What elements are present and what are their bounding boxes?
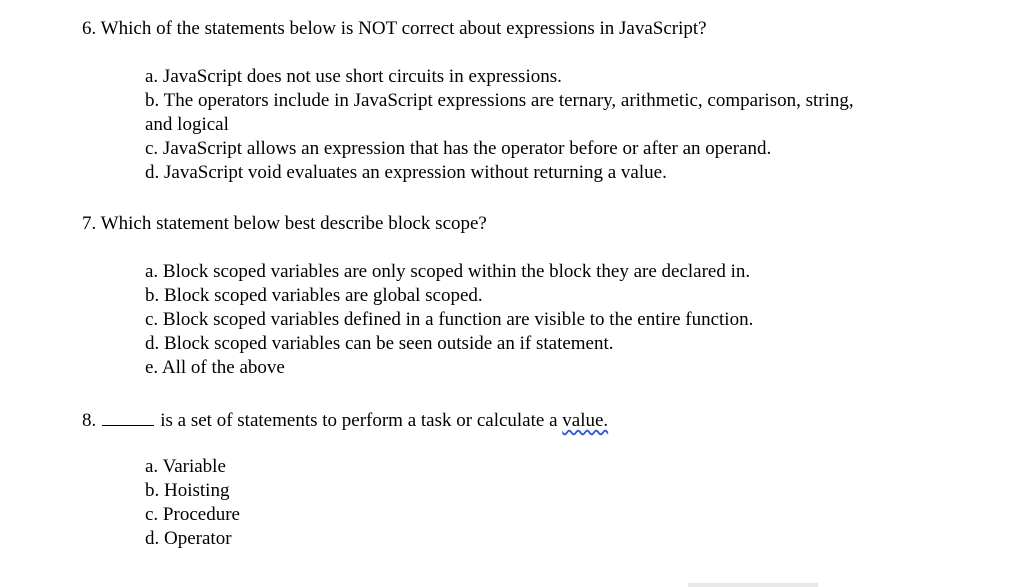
option-b: b. Block scoped variables are global scoped. xyxy=(145,285,483,306)
answer-blank xyxy=(102,407,154,426)
question-6 xyxy=(82,17,707,41)
question-number: 7. xyxy=(82,213,97,234)
option-c: c. JavaScript allows an expression that has the operator before or after an operand. xyxy=(145,138,772,159)
page-edge-mark xyxy=(688,583,818,587)
option-b: b. The operators include in JavaScript expressions are ternary, arithmetic, comparison, string, and logical xyxy=(145,90,854,135)
question-7 xyxy=(82,212,487,236)
option-c: c. Block scoped variables defined in a function are visible to the entire function. xyxy=(145,309,754,330)
option-a: a. Block scoped variables are only scoped within the block they are declared in. xyxy=(145,261,751,282)
question-8 xyxy=(82,407,608,433)
option-d: d. JavaScript void evaluates an expression without returning a value. xyxy=(145,162,667,183)
option-a: a. Variable xyxy=(145,456,226,477)
question-number: 8. xyxy=(82,410,97,431)
spellcheck-underlined-word: value. xyxy=(562,410,609,431)
question-text: Which statement below best describe block scope? xyxy=(100,213,487,234)
option-b: b. Hoisting xyxy=(145,480,230,501)
question-6-options xyxy=(145,65,905,185)
question-8-options xyxy=(145,455,905,551)
question-number: 6. xyxy=(82,18,97,39)
option-d: d. Block scoped variables can be seen outside an if statement. xyxy=(145,333,614,354)
option-d: d. Operator xyxy=(145,528,232,549)
question-text: is a set of statements to perform a task or calculate a xyxy=(160,410,558,431)
option-e: e. All of the above xyxy=(145,357,285,378)
question-text: Which of the statements below is NOT correct about expressions in JavaScript? xyxy=(100,18,707,39)
option-a: a. JavaScript does not use short circuits in expressions. xyxy=(145,66,562,87)
question-7-options xyxy=(145,260,905,380)
option-c: c. Procedure xyxy=(145,504,240,525)
